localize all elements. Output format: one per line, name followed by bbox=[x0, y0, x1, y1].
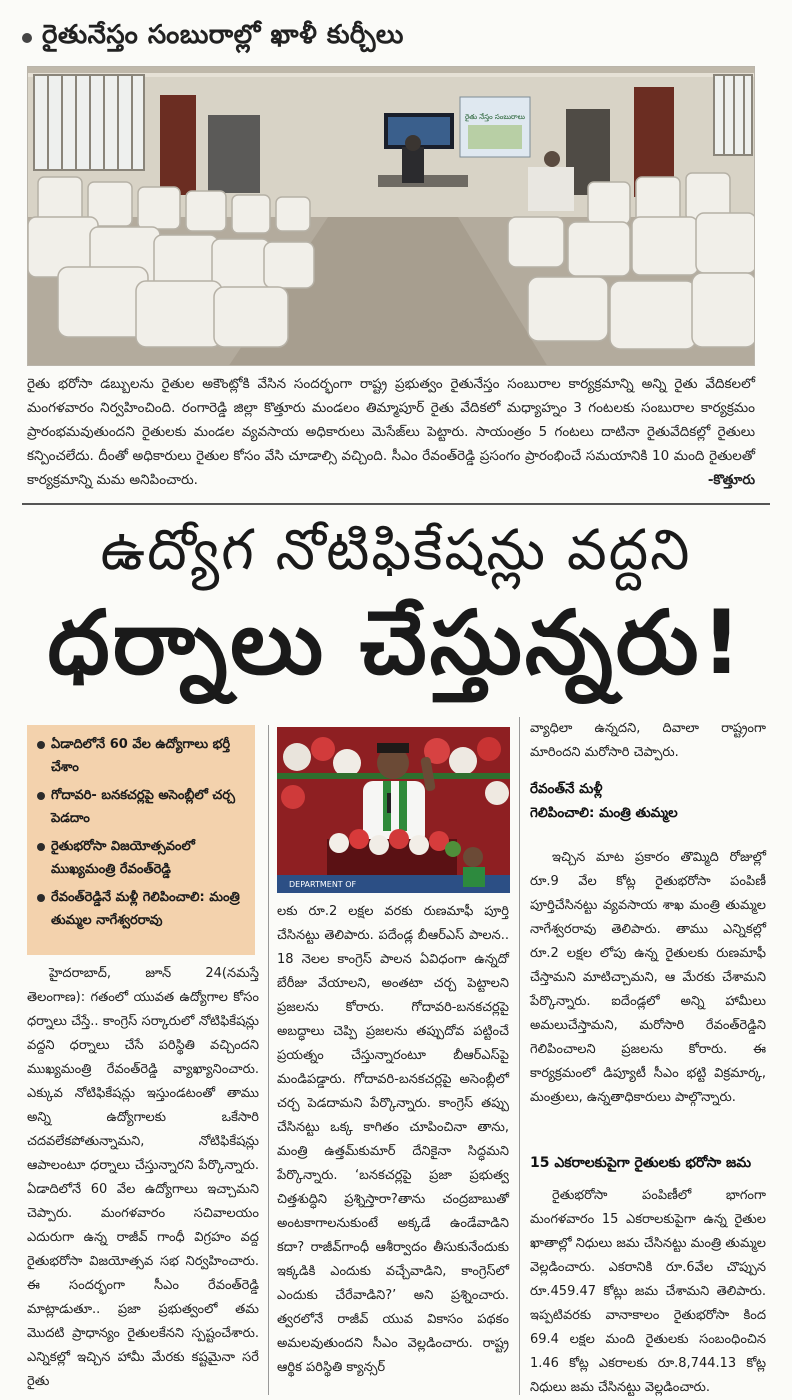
article-column-3-bottom bbox=[530, 1152, 766, 1400]
caption-credit: -కొత్తూరు bbox=[707, 472, 755, 488]
highlight-item: ఏడాదిలోనే 60 వేల ఉద్యోగాలు భర్తీ చేశాం bbox=[37, 733, 245, 779]
section-divider bbox=[22, 503, 770, 505]
photo-caption bbox=[27, 372, 755, 492]
bullet-icon bbox=[22, 33, 32, 43]
column-rule bbox=[519, 717, 520, 1395]
headline-line-1: ఉద్యోగ నోటిఫికేషన్లు వద్దని bbox=[100, 518, 692, 583]
article-column-1 bbox=[27, 962, 259, 1394]
article-column-3-top bbox=[530, 717, 766, 825]
top-story-heading bbox=[22, 18, 404, 58]
column-rule bbox=[268, 725, 269, 1395]
article-paragraph: హైదరాబాద్, జూన్ 24(నమస్తే తెలంగాణ): గతంలో యువత ఉద్యోగాల కోసం ధర్నాలు చేస్తే.. కాంగ్రెస్ సర్కారులో నోటిఫికేషన్లు వద్దని ధర్నాలు చేసే పరిస్థితి వచ్చిందని ముఖ్యమంత్రి రేవంత్‌రెడ్డి వ్యాఖ్యానించారు. ఎక్కువ నోటిఫికేషన్లు ఇస్తుండటంతో తాము అన్ని ఉద్యోగాలకు ఒకేసారి చదవలేకపోతున్నామని, నోటిఫికేషన్లు ఆపాలంటూ ధర్నాలు చేస్తున్నారని పేర్కొన్నారు. ఏడాదిలోనే 60 వేల ఉద్యోగాలు ఇచ్చామని చెప్పారు. మంగళవారం సచివాలయం ఎదురుగా ఉన్న రాజీవ్ గాంధీ విగ్రహం వద్ద రైతుభరోసా విజయోత్సవ సభ నిర్వహించారు. ఈ సందర్భంగా సీఎం రేవంత్‌రెడ్డి మాట్లాడుతూ.. ప్రజా ప్రభుత్వంలో తమ మొదటి ప్రాధాన్యం రైతులకేనని స్పష్టంచేశారు. ఎన్నికల్లో ఇచ్చిన హామీ మేరకు కష్టమైనా సరే రైతు bbox=[27, 966, 259, 1389]
banner-text: DEPARTMENT OF bbox=[289, 880, 357, 889]
empty-chairs-photo bbox=[27, 66, 755, 366]
highlights-box bbox=[27, 725, 255, 955]
article-paragraph: ఇచ్చిన మాట ప్రకారం తొమ్మిది రోజుల్లో రూ.9 వేల కోట్ల రైతుభరోసా పంపిణీ పూర్తిచేసినట్టు వ్యవసాయ శాఖ మంత్రి తుమ్మల నాగేశ్వరరావు తెలిపారు. తాము ఎన్నికల్లో రూ.2 లక్షల లోపు ఉన్న రైతులకు రుణమాఫీ చేస్తామని మాటిచ్చామని, ఆ మేరకు చేశామని పేర్కొన్నారు. ఐదేండ్లలో అన్ని హామీలు అమలుచేస్తామని, మరోసారి రేవంత్‌రెడ్డిని గెలిపించాలని ప్రజలను కోరారు. ఈ కార్యక్రమంలో డిప్యూటీ సీఎం భట్టి విక్రమార్క, మంత్రులు, ఉన్నతాధికారులు పాల్గొన్నారు. bbox=[530, 850, 766, 1105]
article-paragraph: లకు రూ.2 లక్షల వరకు రుణమాఫీ పూర్తి చేసినట్టు తెలిపారు. పదేండ్ల బీఆర్‌ఎస్ పాలన.. 18 నెలల కాంగ్రెస్ పాలన ఏవిధంగా ఉన్నదో బేరీజు వేయాలని, అంతటా చర్చ పెట్టాలని ప్రజలను కోరారు. గోదావరి-బనకచర్లపై అబద్ధాలు చెప్పి ప్రజలను తప్పుదోవ పట్టించే ప్రయత్నం చేస్తున్నారంటూ బీఆర్‌ఎస్‌పై మండిపడ్డారు. గోదావరి-బనకచర్లపై అసెంబ్లీలో చర్చ పెడదామని పేర్కొన్నారు. కాంగ్రెస్ తప్పు చేసినట్టు ఒక్క కాగితం చూపించినా తాను, మంత్రి ఉత్తమ్‌కుమార్ దేనికైనా సిద్ధమని పేర్కొన్నారు. ‘బనకచర్లపై ప్రజా ప్రభుత్వ చిత్తశుద్ధిని ప్రశ్నిస్తారా?తాను చంద్రబాబుతో అంటకాగాలనుకుంటే అక్కడే ఉండేవాడిని కదా? రాజీవ్‌గాంధీ ఆశీర్వాదం తీసుకునేందుకు ఇక్కడికి ఎందుకు వచ్చేవాడిని, కాంగ్రెస్‌లో ఎందుకు చేరేవాడిని?’ అని ప్రశ్నించారు. త్వరలోనే రాజీవ్ యువ వికాసం పథకం అమలవుతుందని సీఎం వెల్లడించారు. రాష్ట్ర ఆర్థిక పరిస్థితి క్యాన్సర్ bbox=[277, 904, 509, 1375]
article-paragraph: రైతుభరోసా పంపిణీలో భాగంగా మంగళవారం 15 ఎకరాలకుపైగా ఉన్న రైతుల ఖాతాల్లో నిధులు జమ చేసినట్టు మంత్రి తుమ్మల వెల్లడించారు. ఎకరానికి రూ.6వేల చొప్పున రూ.459.47 కోట్లు జమ చేశామని తెలిపారు. ఇప్పటివరకు వానాకాలం రైతుభరోసా కింద 69.4 లక్షల మంది రైతులకు సంబంధించిన 1.46 కోట్ల ఎకరాలకు రూ.8,744.13 కోట్ల నిధులు జమ చేసినట్టు వెల్లడించారు. bbox=[530, 1188, 766, 1395]
subheading-bharosa: 15 ఎకరాలకుపైగా రైతులకు భరోసా జమ bbox=[530, 1155, 752, 1171]
caption-text: రైతు భరోసా డబ్బులను రైతుల అకౌంట్లోకి వేసిన సందర్భంగా రాష్ట్ర ప్రభుత్వం రైతునేస్తం సంబురాల కార్యక్రమాన్ని అన్ని రైతు వేదికలలో మంగళవారం నిర్వహించింది. రంగారెడ్డి జిల్లా కొత్తూరు మండలం తిమ్మాపూర్ రైతు వేదికలో మధ్యాహ్నం 3 గంటలకు సంబురాల కార్యక్రమం ప్రారంభమవుతుందని రైతులకు మండల వ్యవసాయ అధికారులు మెసేజ్‌లు పెట్టారు. సాయంత్రం 5 గంటలు దాటినా రైతువేదికల్లో రైతులు కన్పించలేదు. దీంతో అధికారులు రైతుల కోసం వేసి చూడాల్సి వచ్చింది. సీఎం రేవంత్‌రెడ్డి ప్రసంగం ప్రారంభించే సమయానికి 10 మంది రైతులతో కార్యక్రమాన్ని మమ అనిపించారు. bbox=[27, 376, 755, 488]
article-column-3-middle bbox=[530, 846, 766, 1110]
article-paragraph: వ్యాధిలా ఉన్నదని, దివాలా రాష్ట్రంగా మారిందని మరోసారి చెప్పారు. bbox=[530, 721, 766, 760]
subheading-tummala: రేవంత్‌నే మళ్లీ గెలిపించాలి: మంత్రి తుమ్మల bbox=[530, 781, 678, 821]
main-headline bbox=[22, 515, 770, 695]
banner-text: రైతు నేస్తం సంబురాలు bbox=[465, 113, 525, 121]
bullet-icon bbox=[37, 792, 45, 800]
highlight-item: రేవంత్‌రెడ్డినే మళ్లీ గెలిపించాలి: మంత్రి తుమ్మల నాగేశ్వరరావు bbox=[37, 886, 245, 932]
top-story-title: రైతునేస్తం సంబురాల్లో ఖాళీ కుర్చీలు bbox=[42, 20, 404, 50]
highlight-item: గోదావరి- బనకచర్లపై అసెంబ్లీలో చర్చ పెడదాం bbox=[37, 784, 245, 830]
bullet-icon bbox=[37, 843, 45, 851]
headline-line-2: ధర్నాలు చేస్తున్నరు! bbox=[47, 591, 745, 694]
bullet-icon bbox=[37, 894, 45, 902]
cm-speaking-photo bbox=[277, 727, 510, 893]
highlight-item: రైతుభరోసా విజయోత్సవంలో ముఖ్యమంత్రి రేవంత్‌రెడ్డి bbox=[37, 835, 245, 881]
bullet-icon bbox=[37, 741, 45, 749]
article-column-2 bbox=[277, 900, 509, 1380]
